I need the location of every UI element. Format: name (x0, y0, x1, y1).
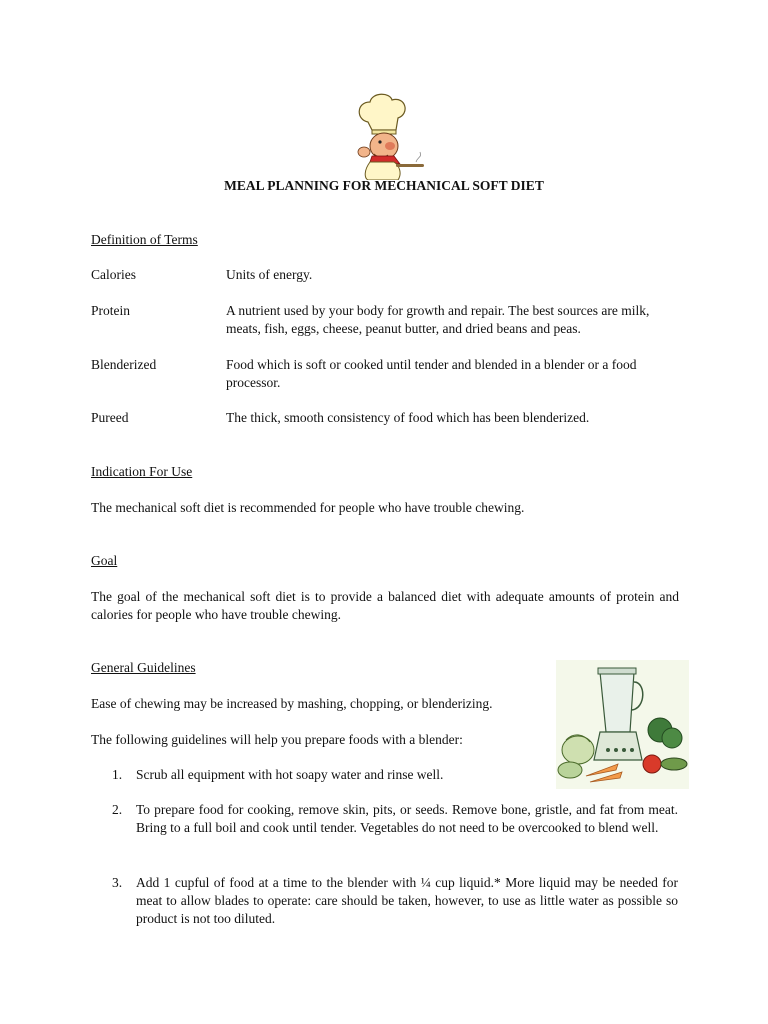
guidelines-intro-1: Ease of chewing may be increased by mashing, chopping, or blenderizing. (91, 696, 493, 711)
chef-illustration (334, 92, 430, 180)
blender-with-vegetables-illustration (556, 660, 689, 789)
list-item-text: Scrub all equipment with hot soapy water and rinse well. (136, 767, 444, 782)
definition-protein: A nutrient used by your body for growth and repair. The best sources are milk, meats, fish, eggs, cheese, peanut butter, and dried beans and peas. (226, 303, 650, 336)
indication-heading: Indication For Use (91, 464, 193, 479)
term-blenderized: Blenderized (91, 357, 157, 372)
goal-text: The goal of the mechanical soft diet is to provide a balanced diet with adequate amounts of protein and calories for people who have trouble chewing. (91, 589, 679, 622)
term-protein: Protein (91, 303, 130, 318)
list-item-text: To prepare food for cooking, remove skin, pits, or seeds. Remove bone, gristle, and fat from meat. Bring to a full boil and cook until tender. Vegetables do not need to be overcooked to blend well. (136, 802, 678, 835)
list-item-number: 1. (112, 767, 123, 782)
indication-text: The mechanical soft diet is recommended for people who have trouble chewing. (91, 500, 525, 515)
term-calories: Calories (91, 267, 136, 282)
list-item-text: Add 1 cupful of food at a time to the blender with ¼ cup liquid.* More liquid may be needed for meat to allow blades to operate: care should be taken, however, to use as little water as possible so product is not too diluted. (136, 875, 678, 926)
list-item-number: 2. (112, 802, 123, 817)
definitions-heading: Definition of Terms (91, 232, 198, 247)
definition-calories: Units of energy. (226, 267, 313, 282)
page-title: MEAL PLANNING FOR MECHANICAL SOFT DIET (224, 178, 544, 193)
term-pureed: Pureed (91, 410, 129, 425)
list-item-number: 3. (112, 875, 123, 890)
goal-heading: Goal (91, 553, 118, 568)
definition-blenderized: Food which is soft or cooked until tender and blended in a blender or a food processor. (226, 357, 637, 390)
definition-pureed: The thick, smooth consistency of food which has been blenderized. (226, 410, 590, 425)
guidelines-heading: General Guidelines (91, 660, 196, 675)
guidelines-intro-2: The following guidelines will help you prepare foods with a blender: (91, 732, 463, 747)
